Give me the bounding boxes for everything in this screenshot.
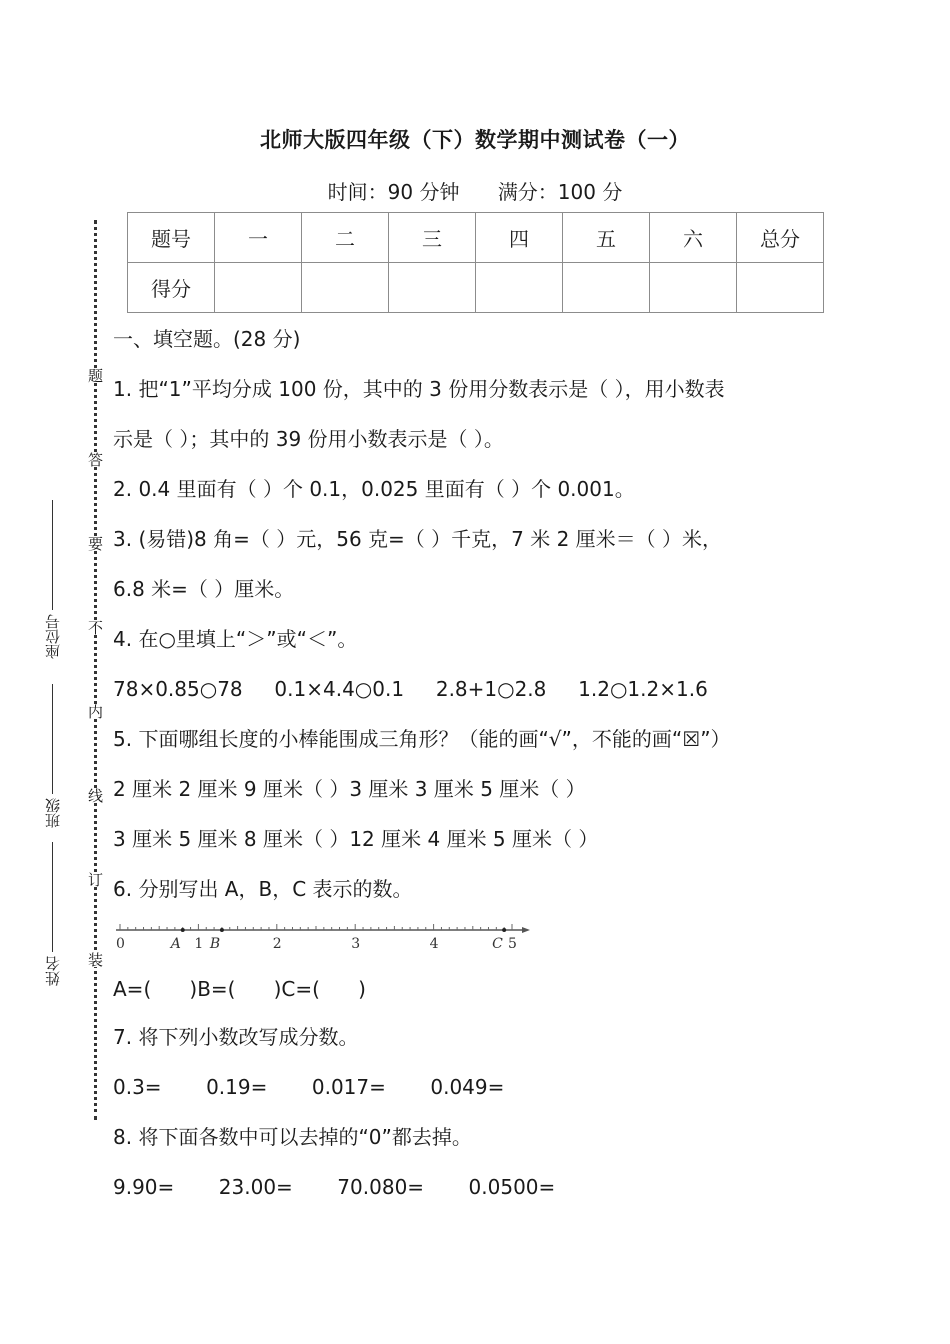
binding-notice-char: 答 (86, 452, 104, 467)
number-line (112, 910, 532, 954)
number-line-point (220, 928, 224, 932)
score-header-cell: 总分 (737, 213, 824, 263)
seat-number-blank[interactable] (53, 500, 54, 610)
score-row-label: 得分 (128, 263, 215, 313)
score-cell[interactable] (389, 263, 476, 313)
score-cell[interactable] (737, 263, 824, 313)
score-table-score-row (128, 263, 824, 313)
name-blank[interactable] (53, 842, 54, 952)
question-2: 2. 0.4 里面有（ ）个 0.1，0.025 里面有（ ）个 0.001。 (113, 477, 635, 501)
name-field[interactable] (42, 842, 63, 986)
question-5: 5. 下面哪组长度的小棒能围成三角形？（能的画“√”，不能的画“☒”） (113, 727, 731, 751)
score-header-cell: 四 (476, 213, 563, 263)
score-header-cell: 二 (302, 213, 389, 263)
binding-notice-char: 要 (86, 536, 104, 551)
number-line-label: 4 (429, 936, 439, 952)
question-8: 8. 将下面各数中可以去掉的“0”都去掉。 (113, 1125, 472, 1149)
class-label: 班级 (44, 798, 62, 828)
question-4: 4. 在○里填上“＞”或“＜”。 (113, 627, 358, 651)
number-line-label: 0 (116, 936, 125, 952)
question-8-items: 9.90= 23.00= 70.080= 0.0500= (113, 1175, 556, 1199)
score-table (127, 212, 824, 313)
question-6-answer: A=( )B=( )C=( ) (113, 977, 366, 1001)
binding-notice-char: 装 (86, 952, 104, 967)
score-cell[interactable] (302, 263, 389, 313)
number-line-point-label: C (492, 936, 503, 952)
binding-notice-char: 订 (86, 872, 104, 887)
question-7: 7. 将下列小数改写成分数。 (113, 1025, 359, 1049)
score-header-cell: 三 (389, 213, 476, 263)
question-1-line-1: 1. 把“1”平均分成 100 份，其中的 3 份用分数表示是（ ），用小数表 (113, 377, 725, 401)
question-6: 6. 分别写出 A，B，C 表示的数。 (113, 877, 413, 901)
question-7-items: 0.3= 0.19= 0.017= 0.049= (113, 1075, 505, 1099)
section-heading: 一、填空题。(28 分) (113, 327, 301, 351)
number-line-label: 5 (508, 936, 517, 952)
class-blank[interactable] (53, 684, 54, 794)
number-line-label: 2 (272, 936, 282, 952)
question-1-line-2: 示是（ ）；其中的 39 份用小数表示是（ ）。 (113, 427, 504, 451)
number-line-point (502, 928, 506, 932)
score-header-cell: 六 (650, 213, 737, 263)
number-line-point (181, 928, 185, 932)
question-3-line-1: 3. (易错)8 角=（ ）元，56 克=（ ）千克，7 米 2 厘米＝（ ）米， (113, 527, 723, 551)
score-cell[interactable] (650, 263, 737, 313)
score-cell[interactable] (476, 263, 563, 313)
time-limit: 时间：90 分钟 (327, 180, 460, 204)
question-5-line-2: 3 厘米 5 厘米 8 厘米（ ）12 厘米 4 厘米 5 厘米（ ） (113, 827, 599, 851)
exam-title: 北师大版四年级（下）数学期中测试卷（一） (260, 128, 690, 152)
binding-notice-char: 线 (86, 788, 104, 803)
number-line-point-label: A (170, 936, 181, 952)
binding-notice-char: 不 (86, 620, 104, 635)
score-table-header-row (128, 213, 824, 263)
number-line-label: 3 (351, 936, 361, 952)
number-line-label: 1 (194, 936, 204, 952)
score-cell[interactable] (215, 263, 302, 313)
full-score: 满分：100 分 (497, 180, 623, 204)
number-line-arrow (522, 927, 530, 933)
question-4-items: 78×0.85○78 0.1×4.4○0.1 2.8+1○2.8 1.2○1.2×1.6 (113, 677, 708, 701)
name-label: 姓名 (44, 956, 62, 986)
number-line-point-label: B (209, 936, 221, 952)
binding-notice-char: 内 (86, 704, 104, 719)
score-cell[interactable] (563, 263, 650, 313)
binding-notice-char: 题 (86, 368, 104, 383)
question-3-line-2: 6.8 米=（ ）厘米。 (113, 577, 295, 601)
binding-dotted-line (94, 220, 97, 1120)
seat-number-field[interactable] (42, 500, 63, 659)
score-header-cell: 题号 (128, 213, 215, 263)
question-5-line-1: 2 厘米 2 厘米 9 厘米（ ）3 厘米 3 厘米 5 厘米（ ） (113, 777, 586, 801)
class-field[interactable] (42, 684, 63, 828)
seat-number-label: 座位号 (44, 614, 62, 659)
exam-subtitle (0, 176, 950, 205)
score-header-cell: 五 (563, 213, 650, 263)
score-header-cell: 一 (215, 213, 302, 263)
